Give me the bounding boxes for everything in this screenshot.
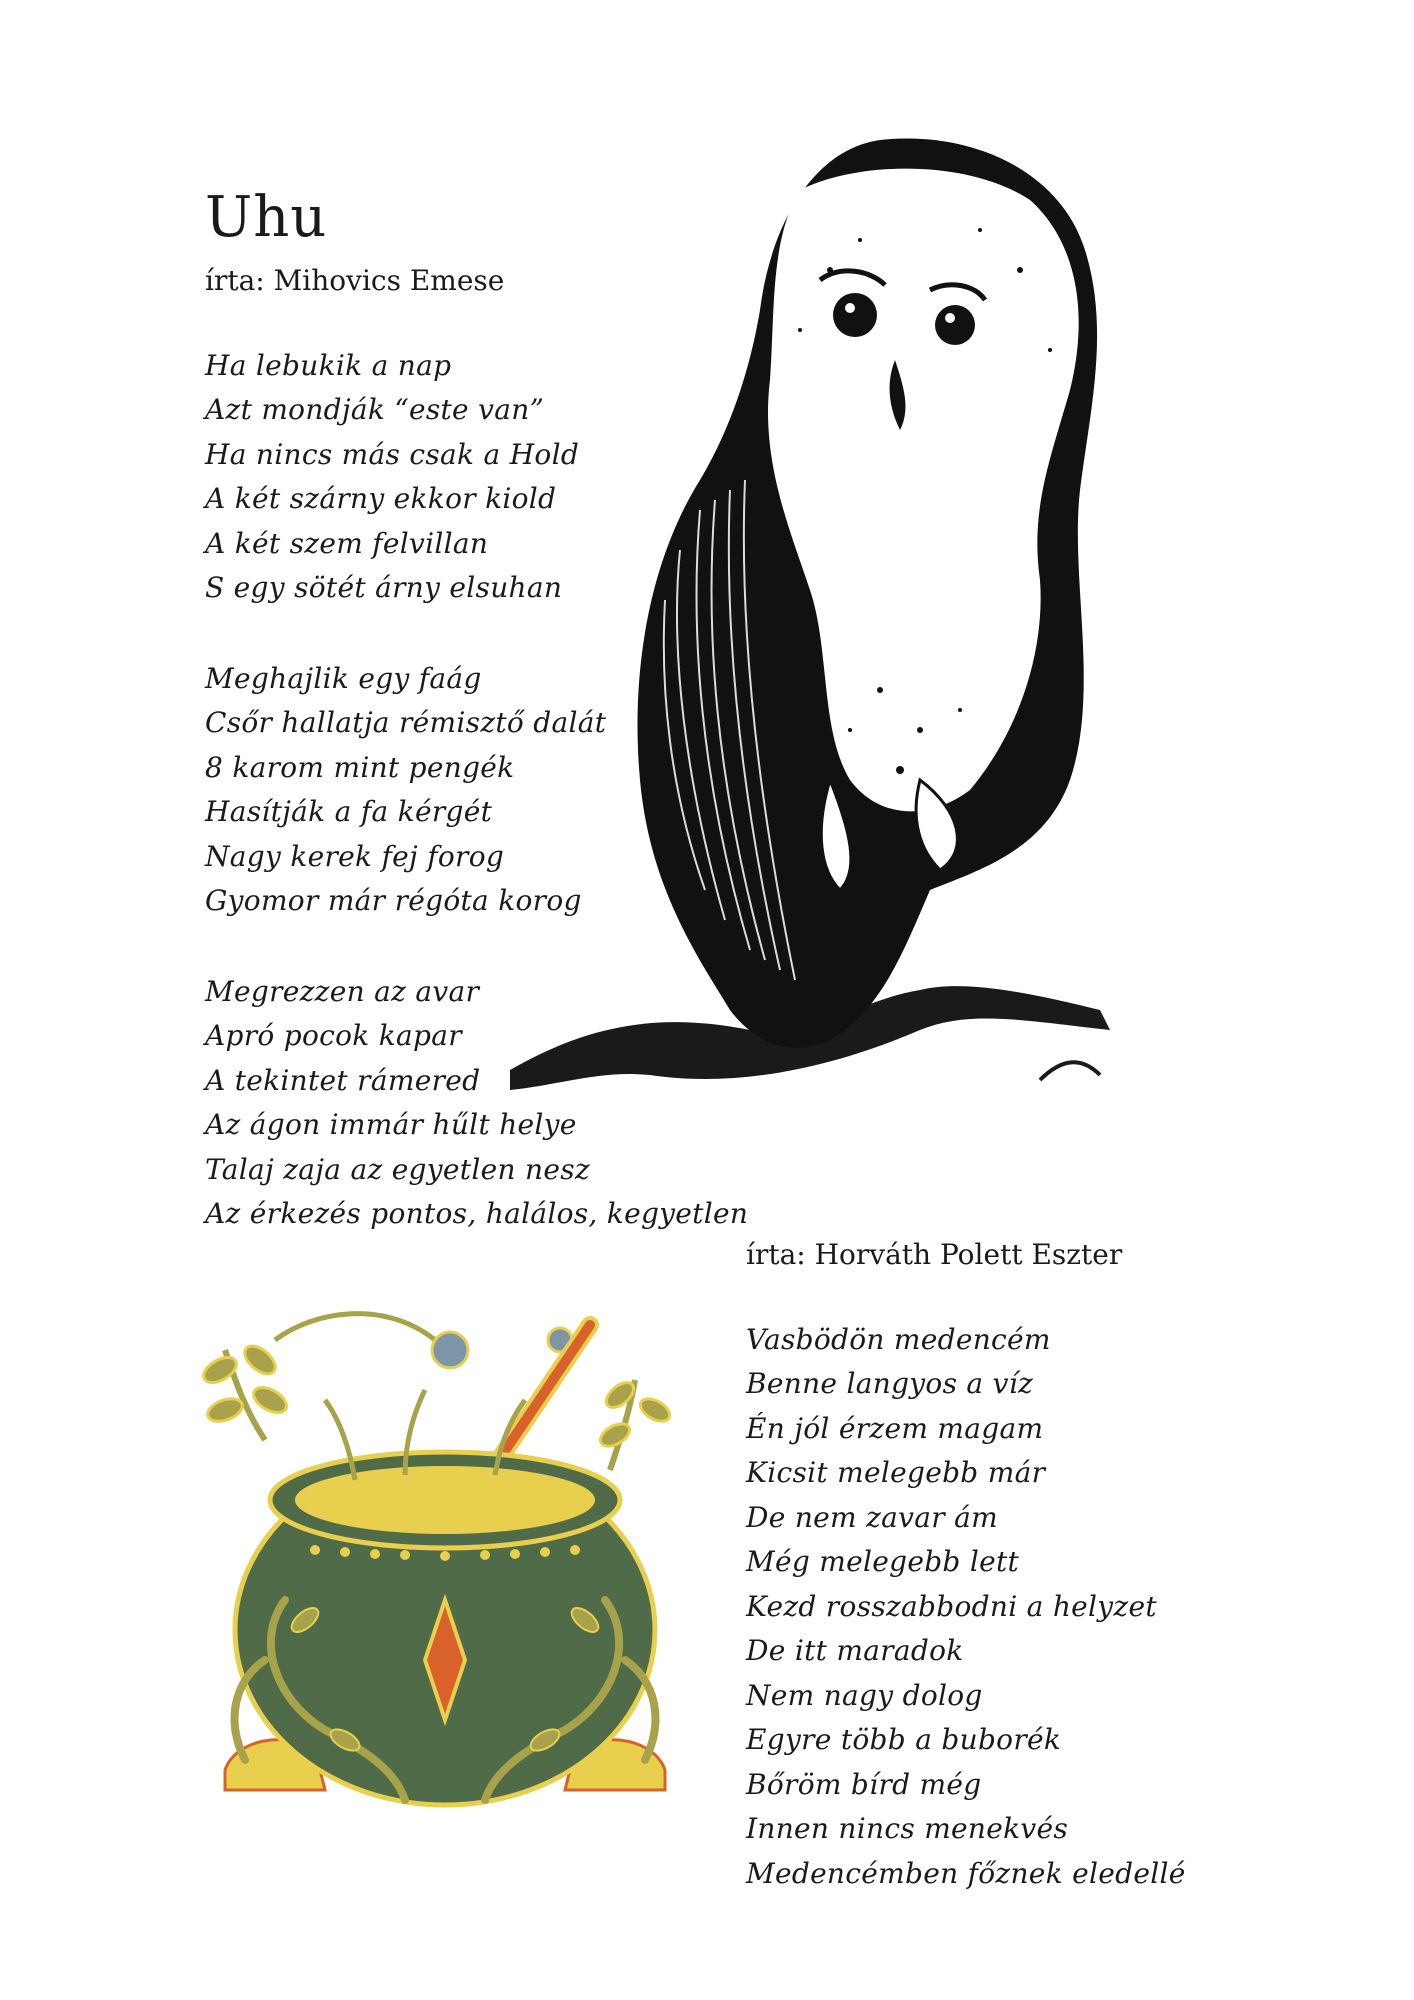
verse-line: A két szem felvillan xyxy=(205,526,489,560)
verse-line: Benne langyos a víz xyxy=(746,1367,1034,1401)
verse-line: Csőr hallatja rémisztő dalát xyxy=(205,706,607,740)
verse-line: Ha nincs más csak a Hold xyxy=(205,437,580,471)
verse-line: Az érkezés pontos, halálos, kegyetlen xyxy=(205,1197,749,1231)
verse-line: Az ágon immár hűlt helye xyxy=(205,1108,577,1142)
verse-line: Innen nincs menekvés xyxy=(746,1812,1069,1846)
poem-two xyxy=(746,1220,1346,1896)
stanza-2 xyxy=(205,657,765,924)
poem-author: írta: Mihovics Emese xyxy=(205,264,505,297)
poem-title: Uhu xyxy=(205,185,328,250)
verse-line: Kicsit melegebb már xyxy=(746,1456,1046,1490)
verse-line: Kezd rosszabbodni a helyzet xyxy=(746,1589,1157,1623)
verse-line: Nagy kerek fej forog xyxy=(205,839,505,873)
verse-line: S egy sötét árny elsuhan xyxy=(205,571,563,605)
verse-line: Megrezzen az avar xyxy=(205,974,480,1008)
verse-line: Vasbödön medencém xyxy=(746,1322,1051,1356)
stanza-3 xyxy=(205,970,765,1237)
poem-one xyxy=(205,185,765,1237)
verse-line: Hasítják a fa kérgét xyxy=(205,795,493,829)
verse-line: Bőröm bírd még xyxy=(746,1767,982,1801)
verse-line: Gyomor már régóta korog xyxy=(205,884,582,918)
poem-author: írta: Horváth Polett Eszter xyxy=(746,1238,1123,1271)
verse-line: Ha lebukik a nap xyxy=(205,348,452,382)
verse-line: Talaj zaja az egyetlen nesz xyxy=(205,1152,590,1186)
verse-line: De itt maradok xyxy=(746,1634,964,1668)
verse-line: Még melegebb lett xyxy=(746,1545,1020,1579)
verse-line: Apró pocok kapar xyxy=(205,1019,462,1053)
verse-line: Nem nagy dolog xyxy=(746,1678,983,1712)
stanza-1 xyxy=(746,1318,1346,1897)
verse-line: Egyre több a buborék xyxy=(746,1723,1062,1757)
verse-line: A tekintet rámered xyxy=(205,1063,481,1097)
verse-line: 8 karom mint pengék xyxy=(205,750,515,784)
stanza-1 xyxy=(205,344,765,611)
verse-line: Én jól érzem magam xyxy=(746,1411,1044,1445)
verse-line: Azt mondják “este van” xyxy=(205,393,545,427)
verse-line: De nem zavar ám xyxy=(746,1500,998,1534)
cauldron-illustration xyxy=(165,1300,725,1860)
verse-line: A két szárny ekkor kiold xyxy=(205,482,557,516)
verse-line: Medencémben főznek eledellé xyxy=(746,1856,1186,1890)
verse-line: Meghajlik egy faág xyxy=(205,661,482,695)
